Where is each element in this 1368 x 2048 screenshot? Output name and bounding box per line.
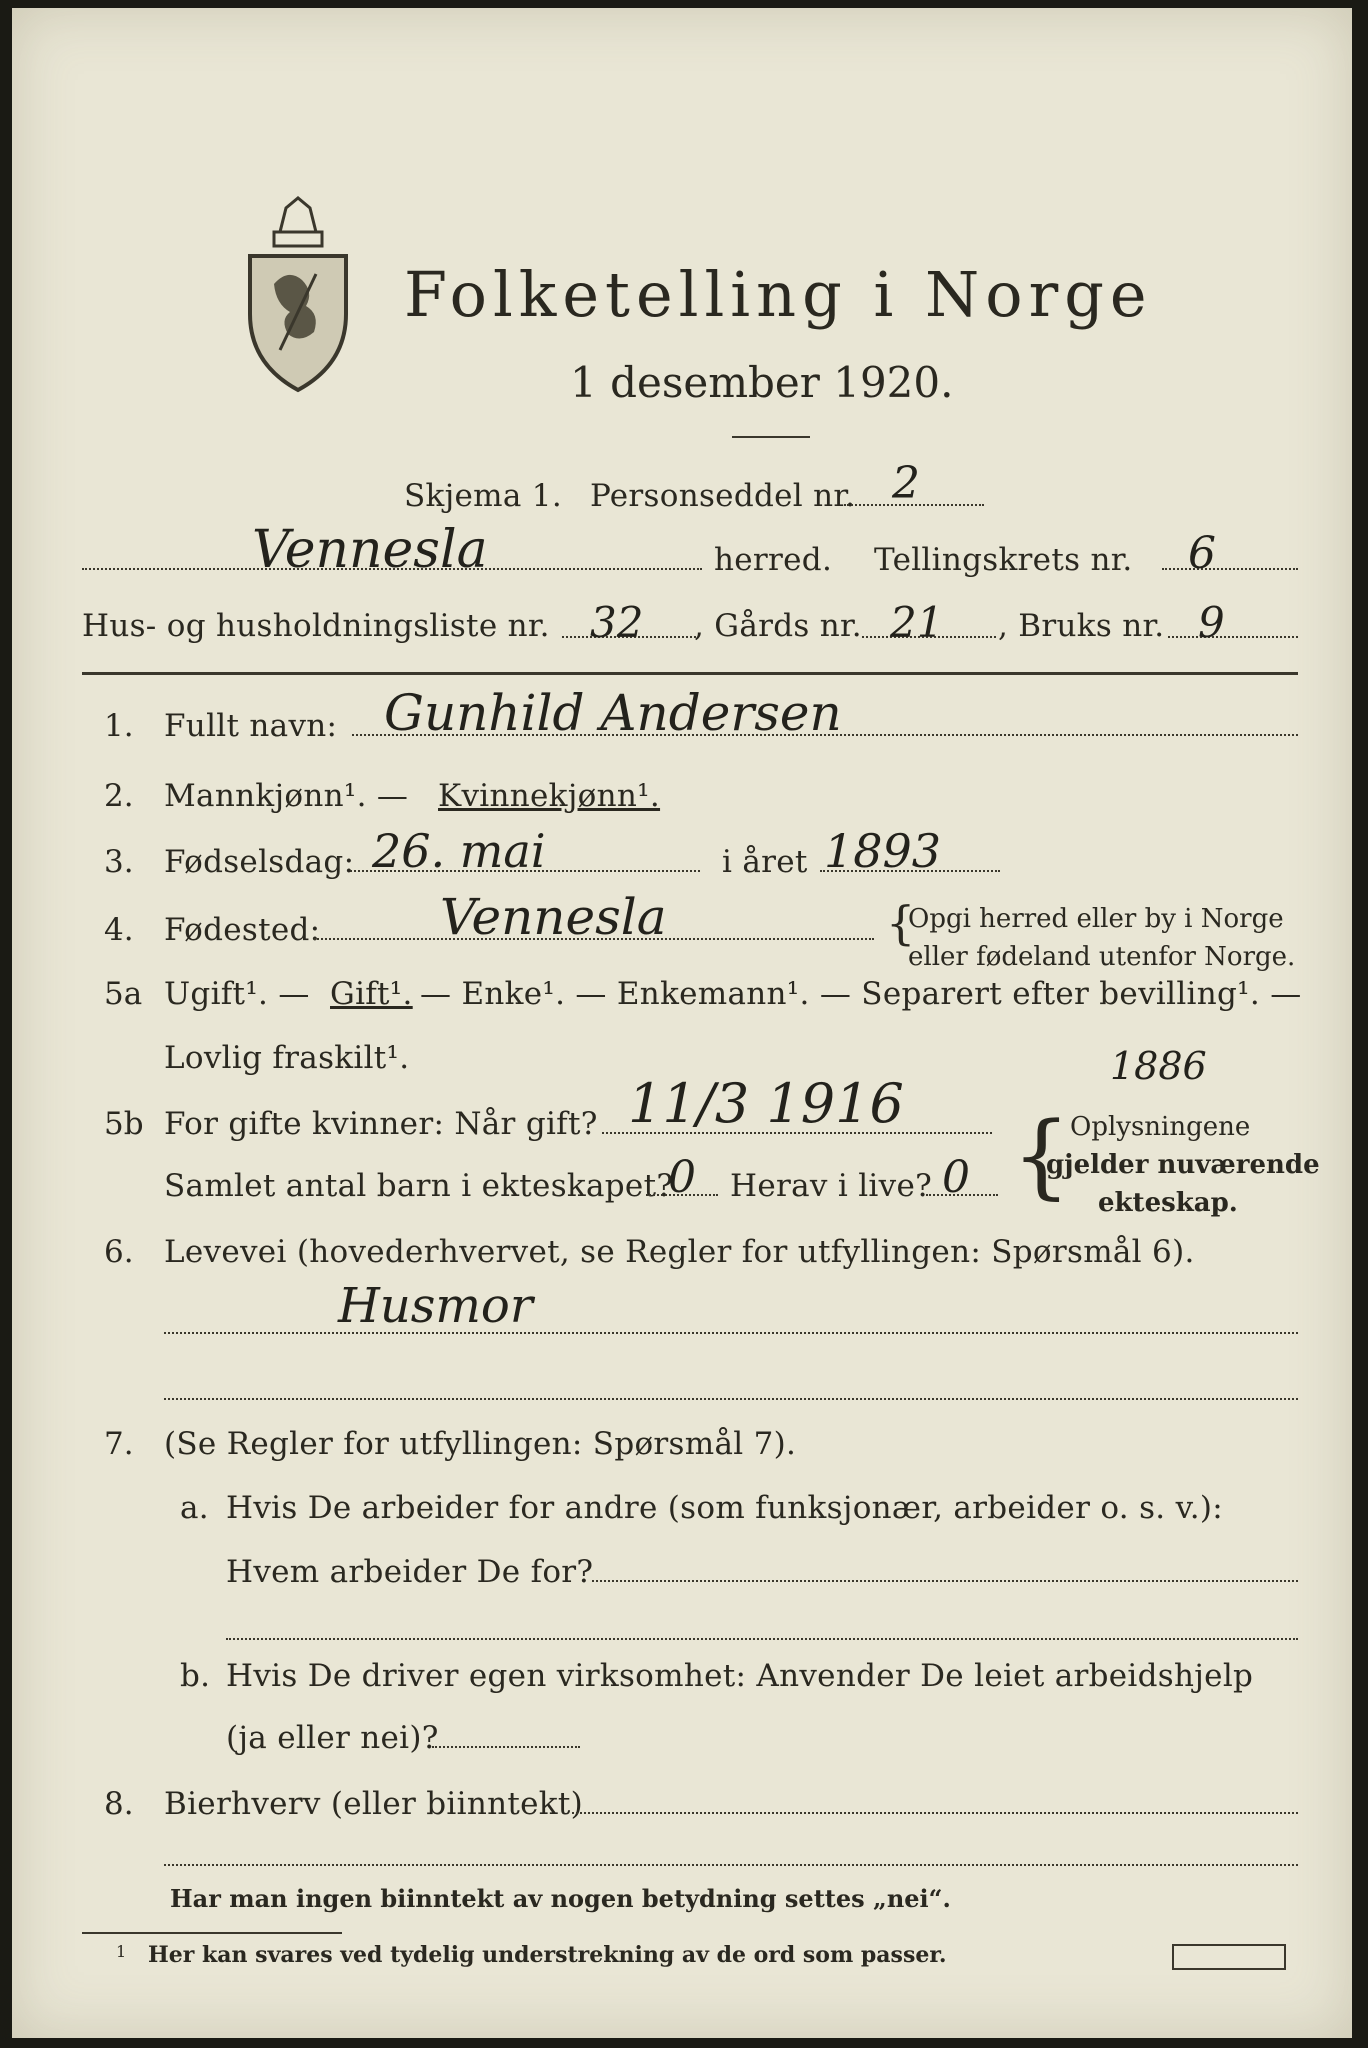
q7a-line-1[interactable] [592, 1580, 1298, 1582]
q7b-number: b. [180, 1658, 211, 1694]
gards-value[interactable]: 21 [890, 598, 944, 647]
q5b-note-3: ekteskap. [1098, 1188, 1238, 1218]
q5b-note-2: gjelder nuværende [1046, 1150, 1320, 1180]
q7b-text: Hvis De driver egen virksomhet: Anvender De leiet arbeidshjelp [226, 1658, 1254, 1694]
margin-note: 1886 [1110, 1044, 1207, 1088]
q4-brace: { [886, 896, 916, 950]
form-title: Folketelling i Norge [404, 258, 1153, 331]
q6-line-1 [164, 1332, 1298, 1334]
q7a-line-2[interactable] [226, 1638, 1298, 1640]
sex-male-option[interactable]: Mannkjønn¹. — [164, 778, 409, 814]
q5b-note-1: Oplysningene [1070, 1112, 1251, 1142]
q8-line-1[interactable] [572, 1812, 1298, 1814]
occupation-value[interactable]: Husmor [338, 1278, 533, 1334]
q1-label: Fullt navn: [164, 708, 338, 744]
tellingskrets-value[interactable]: 6 [1188, 528, 1216, 579]
status-fraskilt-option[interactable]: Lovlig fraskilt¹. [164, 1040, 410, 1076]
q4-label: Fødested: [164, 912, 321, 948]
q5a-number: 5a [104, 976, 143, 1012]
q7-label: (Se Regler for utfyllingen: Spørsmål 7). [164, 1426, 797, 1462]
q8-label: Bierhverv (eller biinntekt) [164, 1786, 584, 1822]
census-form-sheet [12, 8, 1352, 2038]
bruks-label: , Bruks nr. [998, 608, 1165, 644]
q3-number: 3. [104, 844, 134, 880]
husliste-value[interactable]: 32 [590, 598, 644, 647]
header-rule [82, 672, 1298, 675]
children-alive-value[interactable]: 0 [942, 1152, 970, 1203]
personseddel-label: Personseddel nr. [590, 478, 856, 514]
census-date: 1 desember 1920. [570, 358, 954, 407]
herred-label: herred. [714, 542, 833, 578]
gards-label: , Gårds nr. [694, 608, 862, 644]
tellingskrets-line [1162, 568, 1298, 570]
children-total-value[interactable]: 0 [668, 1152, 696, 1203]
q5b-alive-label: Herav i live? [730, 1168, 933, 1204]
q5b-label: For gifte kvinner: Når gift? [164, 1106, 598, 1142]
tellingskrets-label: Tellingskrets nr. [874, 542, 1133, 578]
q4-number: 4. [104, 912, 134, 948]
birth-year-value[interactable]: 1893 [824, 824, 942, 878]
status-other-options[interactable]: — Enke¹. — Enkemann¹. — Separert efter bevilling¹. — [420, 976, 1302, 1012]
footnote-mark: 1 [116, 1942, 127, 1961]
q8-number: 8. [104, 1786, 134, 1822]
printer-stamp-icon [1172, 1944, 1286, 1970]
status-gift-option[interactable]: Gift¹. [330, 976, 413, 1012]
sex-female-option[interactable]: Kvinnekjønn¹. [438, 778, 661, 814]
q7a-question: Hvem arbeider De for? [226, 1554, 594, 1590]
q1-number: 1. [104, 708, 134, 744]
birthplace-value[interactable]: Vennesla [440, 888, 667, 946]
q8-line-2[interactable] [164, 1864, 1298, 1866]
coat-of-arms-icon [240, 194, 356, 394]
footer-note: Har man ingen biinntekt av nogen betydning settes „nei“. [170, 1884, 951, 1913]
q3-label: Fødselsdag: [164, 844, 355, 880]
footnote-text: Her kan svares ved tydelig understrekning av de ord som passer. [148, 1942, 947, 1968]
q6-line-2 [164, 1398, 1298, 1400]
q6-number: 6. [104, 1234, 134, 1270]
full-name-value[interactable]: Gunhild Andersen [384, 684, 842, 742]
q7b-question: (ja eller nei)? [226, 1720, 439, 1756]
q6-label: Levevei (hovederhvervet, se Regler for utfyllingen: Spørsmål 6). [164, 1234, 1195, 1270]
marriage-date-value[interactable]: 11/3 1916 [628, 1072, 904, 1135]
bruks-value[interactable]: 9 [1198, 598, 1225, 647]
q2-number: 2. [104, 778, 134, 814]
herred-value[interactable]: Vennesla [252, 520, 488, 580]
schema-label: Skjema 1. [404, 478, 562, 514]
q7b-line[interactable] [432, 1746, 580, 1748]
q3-year-label: i året [722, 844, 808, 880]
footnote-rule [82, 1932, 342, 1934]
q5b-children-label: Samlet antal barn i ekteskapet? [164, 1168, 674, 1204]
q5b-number: 5b [104, 1106, 144, 1142]
birthday-value[interactable]: 26. mai [372, 824, 546, 878]
personseddel-value[interactable]: 2 [892, 458, 920, 509]
q7-number: 7. [104, 1426, 134, 1462]
husliste-label: Hus- og husholdningsliste nr. [82, 608, 550, 644]
bruks-line [1168, 636, 1298, 638]
q4-note-2: eller fødeland utenfor Norge. [908, 942, 1296, 972]
q7a-text: Hvis De arbeider for andre (som funksjonær, arbeider o. s. v.): [226, 1490, 1224, 1526]
q4-note-1: Opgi herred eller by i Norge [908, 904, 1284, 934]
status-ugift-option[interactable]: Ugift¹. — [164, 976, 310, 1012]
q7a-number: a. [180, 1490, 209, 1526]
divider [732, 436, 810, 438]
q5b-brace: { [1012, 1102, 1071, 1209]
